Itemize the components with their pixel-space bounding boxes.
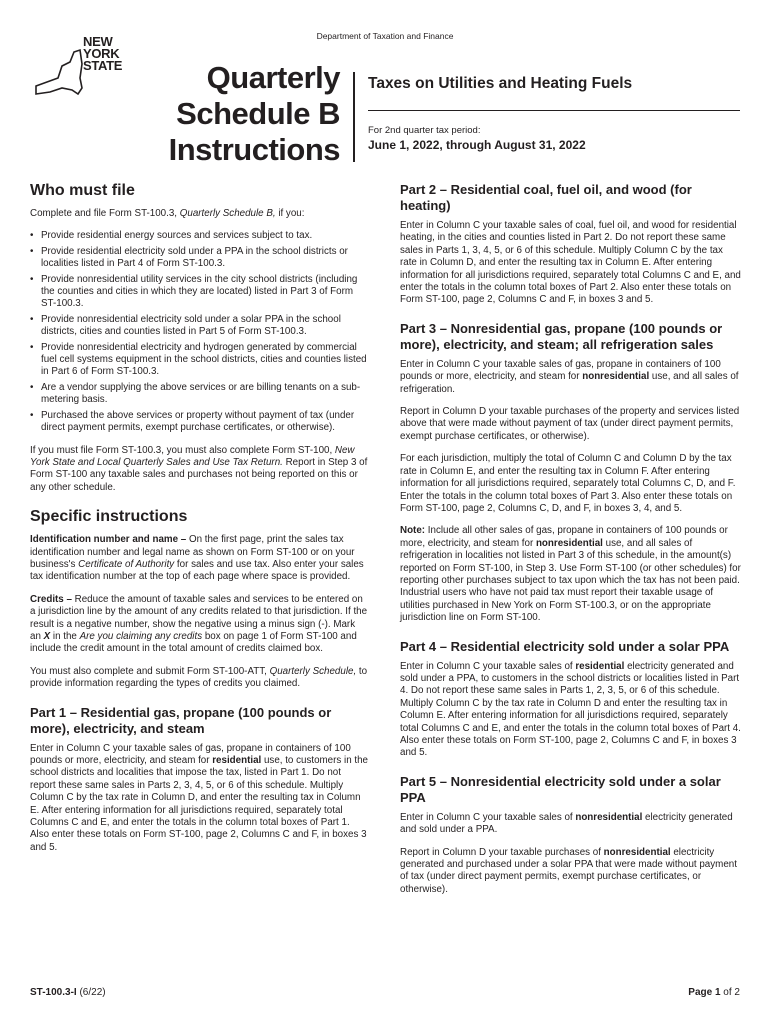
who-must-file-heading: Who must file (30, 182, 135, 199)
part3-paragraph-2: Report in Column D your taxable purchases of the property and services listed above that were made without payment of tax (under direct payment permits, exempt purchase certificates, or otherwise). (400, 406, 740, 442)
page-subtitle: Taxes on Utilities and Heating Fuels (368, 75, 633, 92)
list-item: • Purchased the above services or property without payment of tax (under direct payment permits, exempt purchase certificates, or otherwise). (30, 410, 368, 435)
department-name: Department of Taxation and Finance (316, 31, 454, 41)
part4-paragraph: Enter in Column C your taxable sales of residential electricity generated and sold under a PPA, to customers in the school districts or localities listed in Part 4. Do not report these same sales in Parts 1, 2, 3, 5, or 6 of this schedule. Multiply Column C by the tax rate in Column D and enter the resulting tax in Column E. After entering information for all jurisdictions required, separately total Columns C and E, and enter the totals in the column total boxes of Part 4. Also enter these totals on Form ST-100, page 2, Columns C and F, in boxes 3 and 5. (400, 660, 741, 759)
tax-period: June 1, 2022, through August 31, 2022 (368, 138, 586, 152)
logo-line-2: YORK (83, 46, 120, 61)
part2-paragraph: Enter in Column C your taxable sales of coal, fuel oil, and wood for residential heating, in the cities and counties listed in Part 2. Do not report these same sales in Parts 1, 3, 4, 5, or 6 of this schedule. Multiply Column C by the tax rate in Column D, and enter the resulting tax in Column E. After entering information for all jurisdictions required, separately total Columns C and E, and enter the totals in the column total boxes of Part 2. Also enter these totals on Form ST-100, page 2, Columns C and F, in boxes 3 and 5. (400, 220, 741, 306)
title-line-2: Schedule B (176, 96, 340, 131)
also-complete-paragraph: If you must file Form ST-100.3, you must also complete Form ST-100, New York State and Local Quarterly Sales and Use Tax Return. Report in Step 3 of Form ST-100 any taxable sales and purchases not being reported on this or any other schedule. (30, 444, 368, 493)
who-list (30, 230, 368, 434)
logo-line-1: NEW (83, 34, 113, 49)
credits-paragraph: Credits – Reduce the amount of taxable sales and services to be entered on a jurisdiction line by the amount of any credits related to that jurisdiction. If the result is a negative number, show the negative using a minus sign (-). Mark an X in the Are you claiming any credits box on page 1 of Form ST-100 and include the credit amount in the total amount of credits claimed box. (30, 593, 368, 655)
part5-paragraph-1: Enter in Column C your taxable sales of nonresidential electricity generated and sold under a PPA. (400, 811, 733, 836)
list-item: • Provide nonresidential electricity and hydrogen generated by commercial fuel cell systems equipment in the school districts, cities and counties listed in Part 6 of Form ST-100.3. (30, 342, 368, 379)
logo-line-3: STATE (83, 58, 123, 73)
list-item: • Provide nonresidential utility services in the city school districts (including the counties and cities in which they are located) listed in Part 3 of Form ST-100.3. (30, 274, 368, 311)
part2-heading: Part 2 – Residential coal, fuel oil, and wood (for heating) (400, 182, 692, 213)
nys-logo (28, 36, 138, 106)
list-item: • Provide residential electricity sold under a PPA in the school districts or localities listed in Part 4 of Form ST-100.3. (30, 246, 368, 271)
part3-paragraph-3: For each jurisdiction, multiply the total of Column C and Column D by the tax rate in Column E, and enter the resulting tax in Column F. After entering information for all jurisdictions required, separately total Columns C, D, and F. Enter the totals in the column total boxes of Part 3. Also enter these totals on Form ST-100, page 2, Columns C, D, and F, in boxes 3, 4, and 5. (400, 453, 736, 514)
title-line-3: Instructions (168, 132, 340, 167)
nys-map-icon (28, 44, 88, 104)
who-intro: Complete and file Form ST-100.3, Quarterly Schedule B, if you: (30, 208, 305, 219)
part5-heading: Part 5 – Nonresidential electricity sold under a solar PPA (400, 773, 721, 805)
part3-heading: Part 3 – Nonresidential gas, propane (100 pounds or more), electricity, and steam; all refrigeration sales (400, 320, 723, 352)
attachment-paragraph: You must also complete and submit Form ST-100-ATT, Quarterly Schedule, to provide information regarding the types of credits you claimed. (30, 665, 368, 690)
page-number: Page 1 of 2 (688, 987, 740, 998)
subtitle-rule (368, 110, 740, 111)
part3-paragraph-1: Enter in Column C your taxable sales of gas, propane in containers of 100 pounds or more, electricity, and steam for nonresidential use, and all sales of refrigeration. (400, 358, 739, 395)
identification-paragraph: Identification number and name – On the first page, print the sales tax identification number and legal name as shown on Form ST-100 or on your business's Certificate of Authority for sales and use tax. Also enter your sales tax identification number at the top of each page where space is provided. (30, 534, 364, 583)
part4-heading: Part 4 – Residential electricity sold under a solar PPA (400, 638, 730, 654)
list-item: • Provide nonresidential electricity sold under a solar PPA in the school districts, cities and counties listed in Part 5 of Form ST-100.3. (30, 314, 368, 339)
list-item: • Are a vendor supplying the above services or are billing tenants on a sub-metering basis. (30, 382, 368, 407)
form-id: ST-100.3-I (6/22) (30, 987, 106, 998)
left-column (30, 182, 368, 864)
specific-instructions-heading: Specific instructions (30, 508, 188, 526)
right-column (400, 182, 742, 906)
period-label: For 2nd quarter tax period: (368, 125, 481, 136)
title-line-1: Quarterly (206, 60, 340, 95)
part5-paragraph-2: Report in Column D your taxable purchases of nonresidential electricity generated and purchased under a solar PPA that were made without payment of tax (under direct payment permits, exempt purchase certificates, or otherwise). (400, 846, 737, 895)
part1-heading: Part 1 – Residential gas, propane (100 pounds or more), electricity, and steam (30, 704, 332, 736)
part3-note: Note: Include all other sales of gas, propane in containers of 100 pounds or more, electricity, and steam for nonresidential use, and all sales of refrigeration in localities not listed in Part 3 of this schedule, in the amount(s) reported on Form ST-100, in Step 3. Use Form ST-100 (or other schedules) for reporting other purchases subject to tax upon which the tax has not been paid. Industrial users who have not paid tax must report their taxable usage of utilities purchased in New York on Form ST-100.3, or on the appropriate jurisdiction line on Form ST-100. (400, 525, 741, 624)
list-item: • Provide residential energy sources and services subject to tax. (30, 230, 368, 242)
title-divider (353, 72, 355, 162)
part1-paragraph: Enter in Column C your taxable sales of gas, propane in containers of 100 pounds or more, electricity, and steam for residential use, to customers in the school districts and localities that impose the tax, listed in Part 1. Do not report these same sales in Parts 2, 3, 4, 5, or 6 of this schedule. Multiply Column C by the tax rate in Column D, and enter the resulting tax in Column E. After entering information for all jurisdictions required, separately total Columns C and E, and enter the totals in the column total boxes of Part 1. Also enter these totals on Form ST-100, page 2, Columns C and F, in boxes 3 and 5. (30, 742, 368, 853)
page-title (169, 60, 340, 168)
